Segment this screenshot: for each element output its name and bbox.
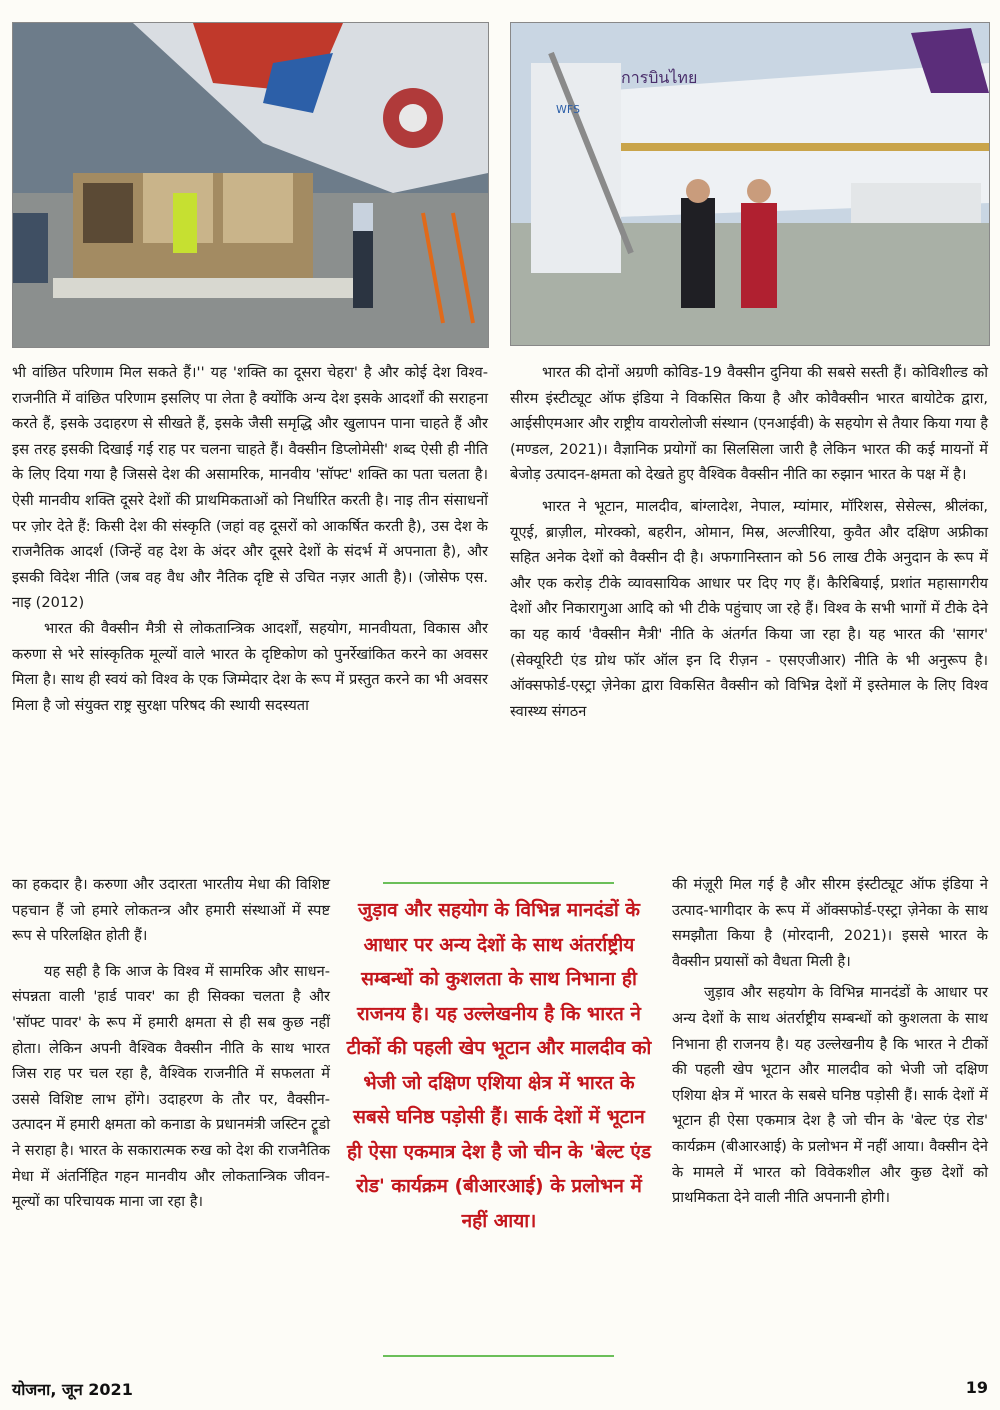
paragraph: भारत की दोनों अग्रणी कोविड-19 वैक्सीन दुनिया की सबसे सस्ती हैं। कोविशील्ड को सीरम इंस्टीट्यूट ऑफ इंडिया ने विकसित किया है और कोवैक्सीन भारत बायोटेक द्वारा, आईसीएमआर और राष्ट्रीय वायरोलोजी संस्थान (एनआईवी) के सहयोग से तैयार किया गया है (मण्डल, 2021)। वैज्ञानिक प्रयोगों का सिलसिला जारी है लेकिन भारत की कई मायनों में बेजोड़ उत्पादन-क्षमता को देखते हुए वैश्विक वैक्सीन नीति का रुझान भारत के पक्ष में है।: [510, 364, 988, 484]
right-column-top: [510, 360, 988, 724]
left-column-top: [12, 360, 488, 718]
paragraph: भारत ने भूटान, मालदीव, बांग्लादेश, नेपाल, म्यांमार, मॉरिशस, सेसेल्स, श्रीलंका, यूएई, ब्राज़ील, मोरक्को, बहरीन, ओमान, मिस्र, अल्जीरिया, कुवैत और दक्षिण अफ्रीका सहित अनेक देशों को वैक्सीन दी है। अफगानिस्तान को 56 लाख टीके अनुदान के रूप में और एक करोड़ टीके व्यावसायिक आधार पर दिए गए हैं। कैरिबियाई, प्रशांत महासागरीय देशों और निकारागुआ आदि को भी टीके पहुंचाए जा रहे हैं। विश्व के सभी भागों में टीके देने का यह कार्य 'वैक्सीन मैत्री' नीति के अंतर्गत किया जा रहा है। यह भारत की 'सागर' (सेक्यूरिटी एंड ग्रोथ फॉर ऑल इन दि रीज़न - एसएजीआर) नीति के भी अनुरूप है। ऑक्सफोर्ड-एस्ट्रा ज़ेनेका द्वारा विकसित वैक्सीन को विभिन्न देशों में इस्तेमाल के लिए विश्व स्वास्थ्य संगठन: [510, 497, 988, 720]
cargo-loading-photo: [12, 22, 489, 348]
pull-quote-bottom-rule: [383, 1355, 614, 1357]
page-number: 19: [965, 1378, 988, 1397]
paragraph: भी वांछित परिणाम मिल सकते हैं।'' यह 'शक्ति का दूसरा चेहरा' है और कोई देश विश्व-राजनीति में वांछित परिणाम इसलिए पा लेता है क्योंकि अन्य देश इसके आदर्शों की सराहना करते हैं, इसके उदाहरण से सीखते हैं, इसके जैसी समृद्धि और खुलापन पाना चाहते हैं और इस तरह इसकी दिखाई गई राह पर चलना चाहते हैं। वैक्सीन डिप्लोमेसी' शब्द ऐसी ही नीति के लिए दिया गया है जिससे देश की असामरिक, मानवीय 'सॉफ्ट' शक्ति का पता चलता है। ऐसी मानवीय शक्ति दूसरे देशों की प्राथमिकताओं को निर्धारित करती है। नाइ तीन संसाधनों पर ज़ोर देते हैं: किसी देश की संस्कृति (जहां वह दूसरों को आकर्षित करती है), उस देश के राजनैतिक आदर्श (जिन्हें वह देश के अंदर और दूसरे देशों के संदर्भ में अपनाता है), और इसकी विदेश नीति (जब वह वैध और नैतिक दृष्टि से उचित नज़र आती है)। (जोसेफ एस. नाइ (2012): [12, 364, 488, 612]
left-column-bottom: [12, 872, 330, 1215]
paragraph: का हकदार है। करुणा और उदारता भारतीय मेधा की विशिष्ट पहचान हैं जो हमारे लोकतन्त्र और हमारी संस्थाओं में स्पष्ट रूप से परिलक्षित होती हैं।: [12, 876, 330, 945]
paragraph: की मंज़ूरी मिल गई है और सीरम इंस्टीट्यूट ऑफ इंडिया ने उत्पाद-भागीदार के रूप में ऑक्सफोर्ड-एस्ट्रा ज़ेनेका के साथ समझौता किया है (मोरदानी, 2021)। इससे भारत के वैक्सीन प्रयासों को वैधता मिली है।: [672, 876, 988, 970]
cargo-loading-illustration: [13, 23, 488, 347]
pull-quote-top-rule: [383, 882, 614, 884]
pull-quote: जुड़ाव और सहयोग के विभिन्न मानदंडों के आधार पर अन्य देशों के साथ अंतर्राष्ट्रीय सम्बन्धों को कुशलता के साथ निभाना ही राजनय है। यह उल्लेखनीय है कि भारत ने टीकों की पहली खेप भूटान और मालदीव को भेजी जो दक्षिण एशिया क्षेत्र में भारत के सबसे घनिष्ठ पड़ोसी हैं। सार्क देशों में भूटान ही ऐसा एकमात्र देश है जो चीन के 'बेल्ट एंड रोड' कार्यक्रम (बीआरआई) के प्रलोभन में नहीं आया।: [346, 899, 652, 1232]
paragraph: जुड़ाव और सहयोग के विभिन्न मानदंडों के आधार पर अन्य देशों के साथ अंतर्राष्ट्रीय सम्बन्धों को कुशलता के साथ निभाना ही राजनय है। यह उल्लेखनीय है कि भारत ने टीकों की पहली खेप भूटान और मालदीव को भेजी जो दक्षिण एशिया क्षेत्र में भारत के सबसे घनिष्ठ पड़ोसी हैं। सार्क देशों में भूटान ही ऐसा एकमात्र देश है जो चीन के 'बेल्ट एंड रोड' कार्यक्रम (बीआरआई) के प्रलोभन में नहीं आया। वैक्सीन देने के मामले में भारत को विवेकशील और कुछ देशों को प्राथमिकता देने वाली नीति अपनानी होगी।: [672, 984, 988, 1207]
paragraph: भारत की वैक्सीन मैत्री से लोकतान्त्रिक आदर्शों, सहयोग, मानवीयता, विकास और करुणा से भरे सांस्कृतिक मूल्यों वाले भारत के दृष्टिकोण को पुनर्रेखांकित करने का अवसर मिला है। साथ ही स्वयं को विश्व के एक जिम्मेदार देश के रूप में प्रस्तुत करने का भी अवसर मिला है जो संयुक्त राष्ट्र सुरक्षा परिषद की स्थायी सदस्यता: [12, 619, 488, 714]
right-column-bottom: [672, 872, 988, 1211]
paragraph: यह सही है कि आज के विश्व में सामरिक और साधन-संपन्नता वाली 'हार्ड पावर' का ही सिक्का चलता है और 'सॉफ्ट पावर' के रूप में हमारी क्षमता से ही सब कुछ नहीं होता। लेकिन अपनी वैश्विक वैक्सीन नीति के साथ भारत जिस राह पर चल रहा है, वैश्विक राजनीति में सफलता में उससे विशिष्ट लाभ होंगे। उदाहरण के तौर पर, वैक्सीन-उत्पादन में हमारी क्षमता को कनाडा के प्रधानमंत्री जस्टिन ट्रूडो ने सराहा है। भारत के सकारात्मक रुख को देश की राजनैतिक मेधा में अंतर्निहित गहन मानवीय और लोकतान्त्रिक जीवन-मूल्यों का परिचायक माना जा रहा है।: [12, 962, 330, 1211]
stair-truck-text: WFS: [556, 103, 580, 116]
magazine-footer: योजना, जून 2021: [12, 1380, 133, 1399]
airport-handover-photo: [510, 22, 990, 346]
airport-handover-illustration: [511, 23, 989, 345]
aircraft-livery-text: การบินไทย: [621, 68, 698, 87]
